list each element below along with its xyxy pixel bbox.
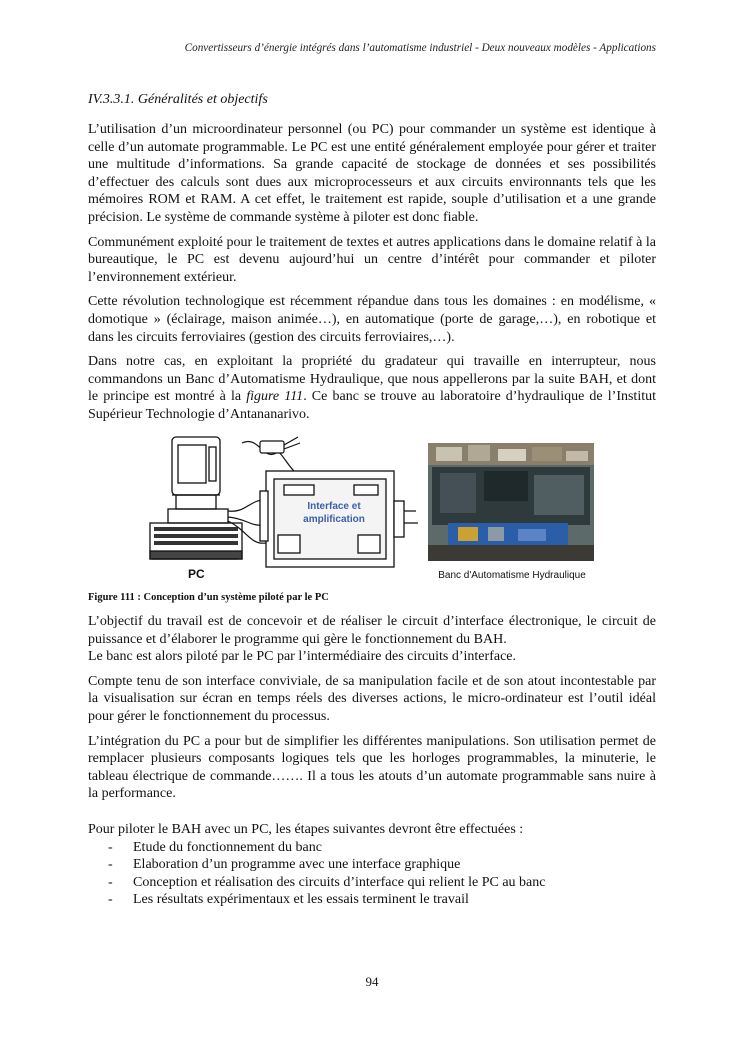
running-header: Convertisseurs d’énergie intégrés dans l’automatisme industriel - Deux nouveaux modèles - Applications <box>184 42 656 54</box>
list-bullet: - <box>108 839 113 855</box>
list-item-text: Elaboration d’un programme avec une interface graphique <box>133 857 461 873</box>
keyboard-keys <box>154 527 238 545</box>
paragraph-8: L’intégration du PC a pour but de simplifier les différentes manipulations. Son utilisation permet de remplacer plusieurs composants logiques tels que les horloges programmables, la minuterie, le tableau électrique de commande……. Il a tous les atouts d’un automate programmable sans nuire à la performance. <box>88 733 656 802</box>
list-item <box>108 874 656 892</box>
steps-list <box>88 839 656 909</box>
list-item <box>108 856 656 874</box>
list-item <box>108 891 656 909</box>
list-bullet: - <box>108 892 113 908</box>
body-text <box>88 121 656 909</box>
list-bullet: - <box>108 857 113 873</box>
figure-caption: Figure 111 : Conception d’un système piloté par le PC <box>88 591 329 603</box>
list-item-text: Etude du fonctionnement du banc <box>133 839 322 855</box>
figure-illustration <box>88 431 656 587</box>
page-number: 94 <box>365 974 379 989</box>
list-item-text: Conception et réalisation des circuits d’interface qui relient le PC au banc <box>133 874 546 890</box>
paragraph-7: Compte tenu de son interface conviviale, de sa manipulation facile et de son atout incontestable par la visualisation sur écran en temps réels des diverses actions, le micro-ordinateur est l’outil idéal pour gérer le fonctionnement du processus. <box>88 673 656 725</box>
paragraph-4-end: . Ce banc se trouve au laboratoire d’hydraulique de l’Institut Supérieur Technologie d’Antananarivo. <box>88 389 656 422</box>
list-item-text: Les résultats expérimentaux et les essais terminent le travail <box>133 892 469 908</box>
power-adapter-drawing <box>260 437 300 453</box>
paragraph-1: L’utilisation d’un microordinateur personnel (ou PC) pour commander un système est identique à celle d’un automate programmable. Le PC est une entité généralement employée pour gérer et traiter une multitude d’informations. Sa grande capacité de stockage de données et ses possibilités d’effectuer des calculs sont dues aux microprocesseurs et aux circuits environnants tels que les mémoires ROM et RAM. A cet effet, le traitement est rapide, souple d’utilisation et a une grande précision. Le système de commande système à piloter est donc fiable. <box>88 122 656 225</box>
paragraph-4-start: Dans notre cas, en exploitant la propriété du gradateur qui travaille en interrupteur, nous commandons un Banc d’Automatisme Hydraulique, que nous appellerons par la suite BAH, et dont le principe est montré à la <box>88 354 656 405</box>
pc-label: PC <box>188 566 205 581</box>
hydraulic-bench-photo <box>428 443 594 561</box>
steps-intro: Pour piloter le BAH avec un PC, les étapes suivantes devront être effectuées : <box>88 822 524 838</box>
bench-label: Banc d'Automatisme Hydraulique <box>438 569 586 581</box>
paragraph-2: Communément exploité pour le traitement de textes et autres applications dans le domaine relatif à la bureautique, le PC est devenu aujourd’hui un centre d’intérêt pour commander et piloter l’environnement extérieur. <box>88 234 656 285</box>
computer-monitor-drawing <box>150 437 242 559</box>
interface-label-line-2: amplification <box>303 513 365 525</box>
figure-reference: figure 111 <box>246 389 304 405</box>
paragraph-3: Cette révolution technologique est récemment répandue dans tous les domaines : en modélisme, « domotique » (éclairage, maison animée…), en automatique (porte de garage,…), en robotique et dans les circuits ferroviaires (gestion des circuits ferroviaires,…). <box>88 294 656 345</box>
paragraph-5: L’objectif du travail est de concevoir et de réaliser le circuit d’interface électronique, le circuit de puissance et d’élaborer le programme qui gère le fonctionnement du BAH. <box>88 614 656 647</box>
list-item <box>108 839 656 857</box>
figure-111 <box>88 431 656 587</box>
paragraph-6: Le banc est alors piloté par le PC par l’intermédiaire des circuits d’interface. <box>88 649 516 665</box>
section-title: IV.3.3.1. Généralités et objectifs <box>88 92 268 107</box>
paragraph-4 <box>88 353 656 423</box>
list-bullet: - <box>108 874 113 890</box>
interface-label-line-1: Interface et <box>307 500 361 512</box>
